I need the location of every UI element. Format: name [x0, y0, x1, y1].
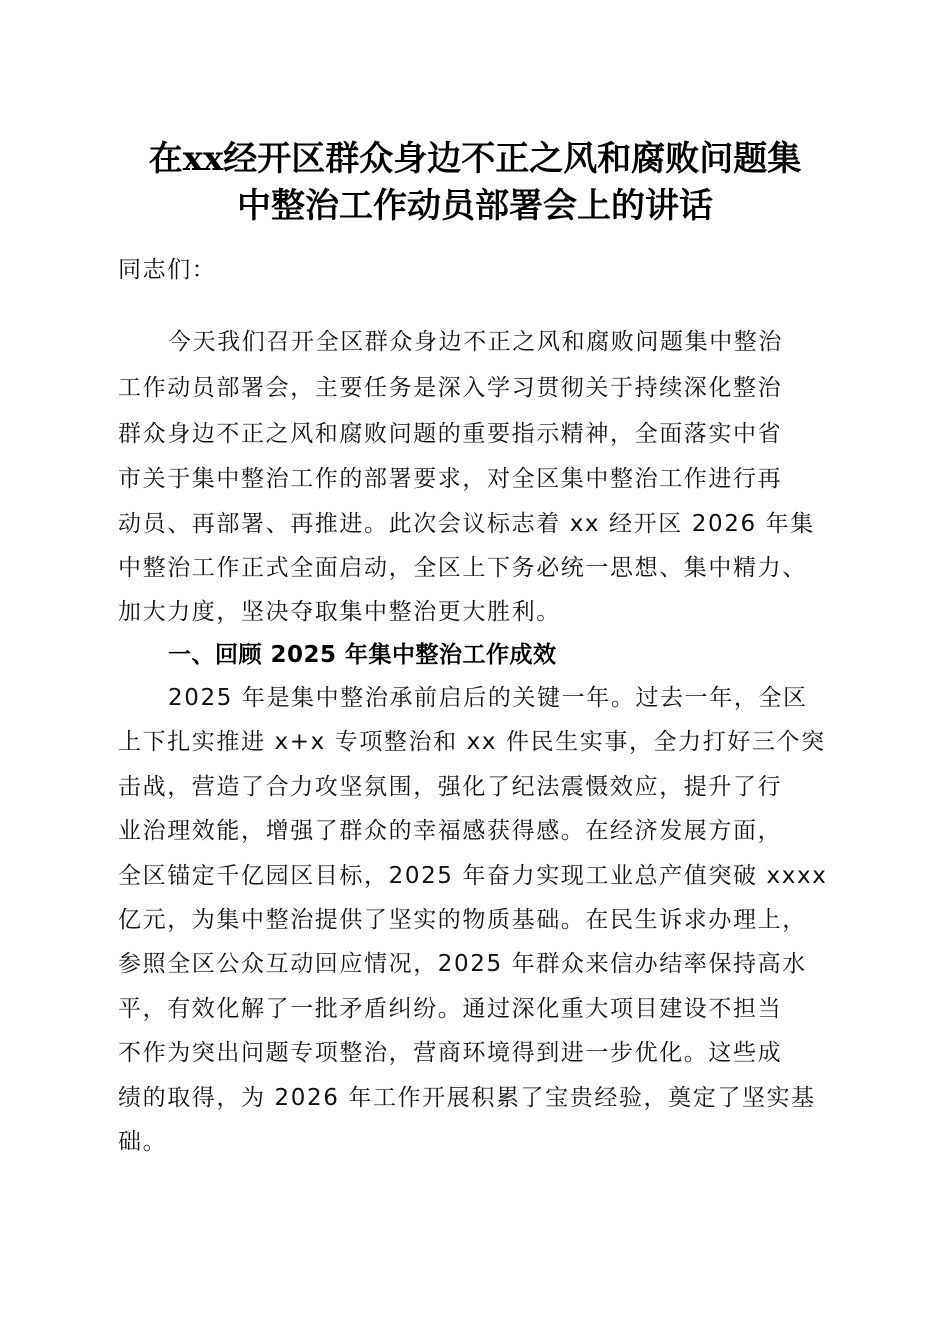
document-title-line-1: 在xx经开区群众身边不正之风和腐败问题集 [148, 139, 802, 179]
section-heading: 一、回顾 2025 年集中整治工作成效 [168, 642, 557, 668]
paragraph-2-line: 绩的取得，为 2026 年工作开展积累了宝贵经验，奠定了坚实基 [118, 1085, 816, 1111]
paragraph-2-line: 础。 [118, 1129, 168, 1155]
paragraph-1-line: 动员、再部署、再推进。此次会议标志着 xx 经开区 2026 年集 [118, 511, 815, 537]
paragraph-1-line: 工作动员部署会，主要任务是深入学习贯彻关于持续深化整治 [118, 375, 783, 401]
paragraph-1-line: 群众身边不正之风和腐败问题的重要指示精神，全面落实中省 [118, 421, 783, 447]
paragraph-2-line: 上下扎实推进 x+x 专项整治和 xx 件民生实事，全力打好三个突 [118, 729, 826, 755]
paragraph-2-line: 击战，营造了合力攻坚氛围，强化了纪法震慑效应，提升了行 [118, 774, 783, 800]
salutation: 同志们： [118, 257, 217, 283]
paragraph-1-line: 加大力度，坚决夺取集中整治更大胜利。 [118, 599, 561, 625]
paragraph-2-line: 2025 年是集中整治承前启后的关键一年。过去一年，全区 [168, 685, 808, 711]
paragraph-2-line: 不作为突出问题专项整治，营商环境得到进一步优化。这些成 [118, 1040, 783, 1066]
paragraph-1-line: 今天我们召开全区群众身边不正之风和腐败问题集中整治 [168, 329, 783, 355]
document-title-line-2: 中整治工作动员部署会上的讲话 [237, 186, 713, 226]
paragraph-2-line: 参照全区公众互动回应情况，2025 年群众来信办结率保持高水 [118, 951, 807, 977]
paragraph-2-line: 全区锚定千亿园区目标，2025 年奋力实现工业总产值突破 xxxx [118, 863, 828, 889]
paragraph-1-line: 中整治工作正式全面启动，全区上下务必统一思想、集中精力、 [118, 555, 807, 581]
paragraph-2-line: 平，有效化解了一批矛盾纠纷。通过深化重大项目建设不担当 [118, 996, 783, 1022]
paragraph-1-line: 市关于集中整治工作的部署要求，对全区集中整治工作进行再 [118, 466, 783, 492]
paragraph-2-line: 业治理效能，增强了群众的幸福感获得感。在经济发展方面， [118, 818, 783, 844]
paragraph-2-line: 亿元，为集中整治提供了坚实的物质基础。在民生诉求办理上， [118, 907, 807, 933]
